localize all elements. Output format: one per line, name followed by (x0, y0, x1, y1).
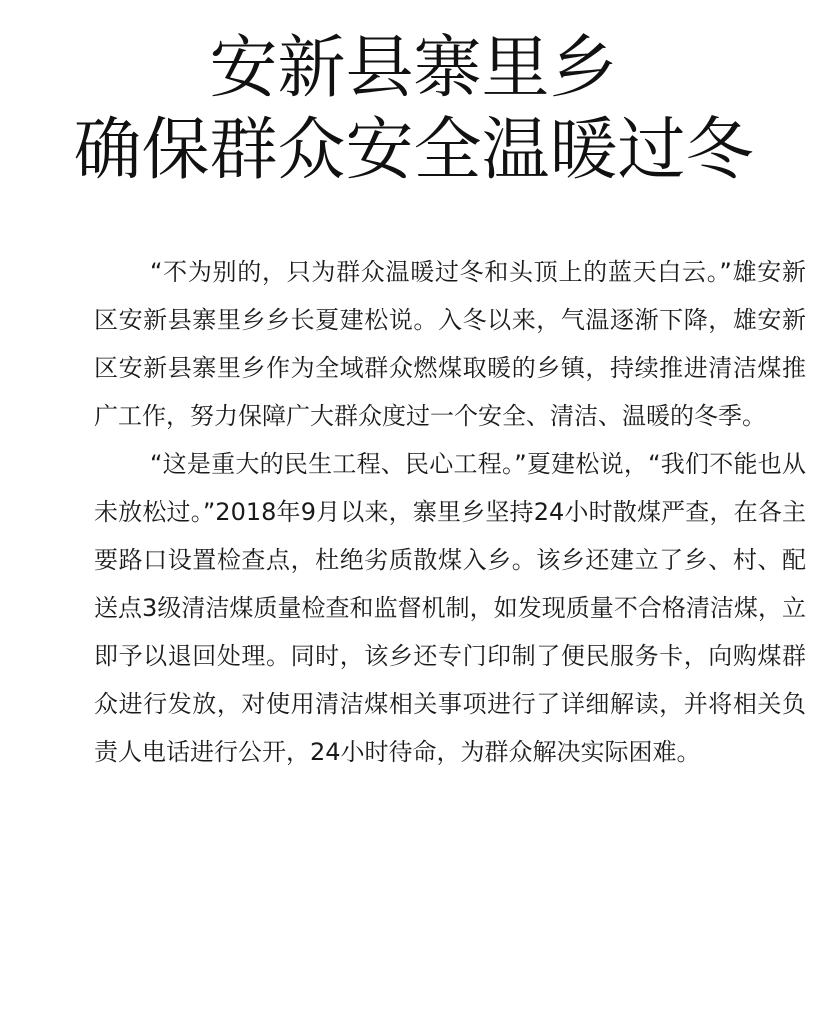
article-title (0, 28, 827, 192)
paragraph-1: “不为别的，只为群众温暖过冬和头顶上的蓝天白云。”雄安新区安新县寨里乡乡长夏建松说。入冬以来，气温逐渐下降，雄安新区安新县寨里乡作为全域群众燃煤取暖的乡镇，持续推进清洁煤推广工作，努力保障广大群众度过一个安全、清洁、温暖的冬季。 (94, 258, 806, 430)
paragraph-2: “这是重大的民生工程、民心工程。”夏建松说，“我们不能也从未放松过。”2018年9月以来，寨里乡坚持24小时散煤严查，在各主要路口设置检查点，杜绝劣质散煤入乡。该乡还建立了乡、村、配送点3级清洁煤质量检查和监督机制，如发现质量不合格清洁煤，立即予以退回处理。同时，该乡还专门印制了便民服务卡，向购煤群众进行发放，对使用清洁煤相关事项进行了详细解读，并将相关负责人电话进行公开，24小时待命，为群众解决实际困难。 (94, 450, 806, 766)
title-line-1: 安新县寨里乡 (209, 29, 618, 108)
title-line-2: 确保群众安全温暖过冬 (73, 111, 754, 190)
article-body (94, 248, 806, 776)
